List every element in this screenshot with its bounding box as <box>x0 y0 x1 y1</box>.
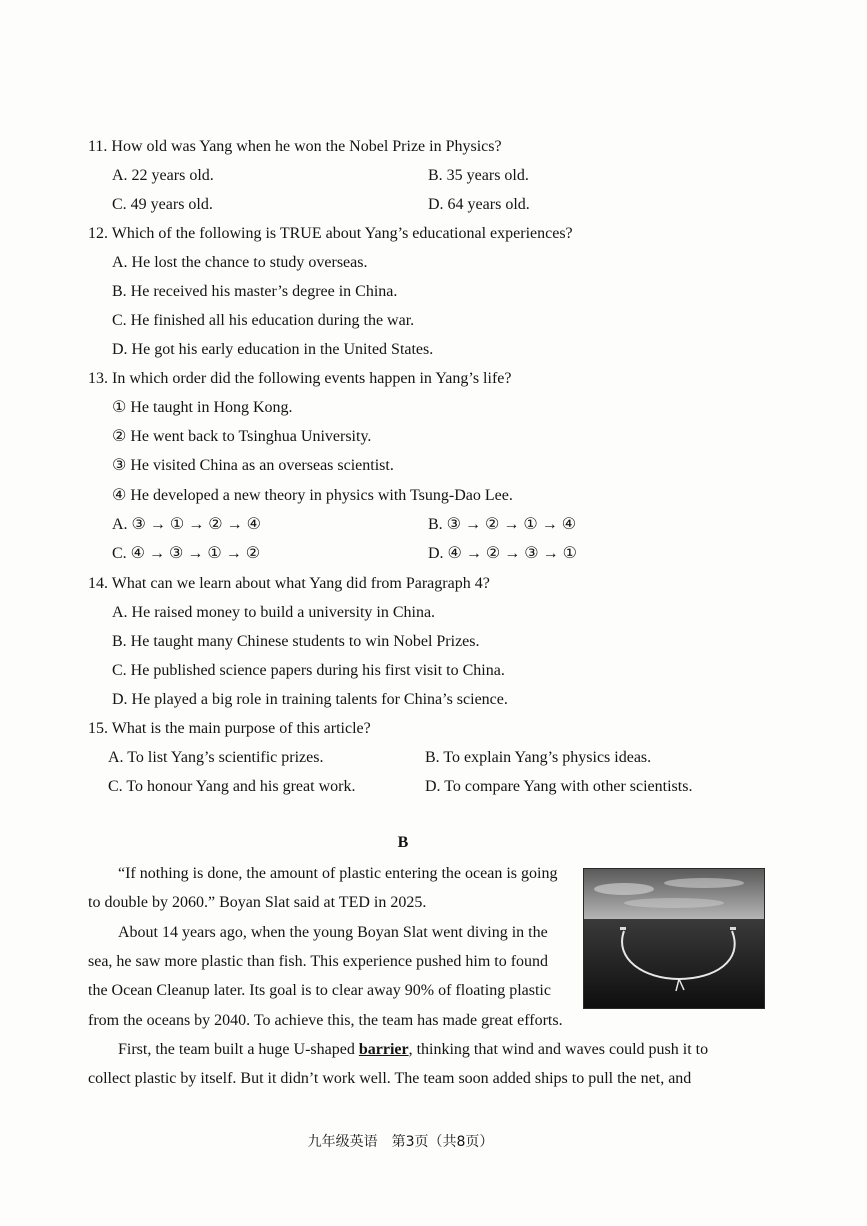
q11-stem: 11. How old was Yang when he won the Nobel Prize in Physics? <box>88 138 502 155</box>
q11-option-b: B. 35 years old. <box>428 167 529 184</box>
q14-option-d: D. He played a big role in training talents for China’s science. <box>112 691 508 708</box>
underlined-word-barrier: barrier <box>358 1041 409 1058</box>
q13-option-c: C. ④ → ③ → ① → ② <box>112 545 261 562</box>
q13-stem: 13. In which order did the following events happen in Yang’s life? <box>88 370 512 387</box>
page-footer: 九年级英语 第3页（共8页） <box>307 1134 494 1150</box>
q11-option-c: C. 49 years old. <box>112 196 213 213</box>
q14-stem: 14. What can we learn about what Yang did from Paragraph 4? <box>88 575 490 592</box>
q14-option-a: A. He raised money to build a university in China. <box>112 604 436 621</box>
q13-event-4: ④ He developed a new theory in physics with Tsung-Dao Lee. <box>112 487 513 504</box>
q12-option-d: D. He got his early education in the United States. <box>112 341 434 358</box>
q13-event-3: ③ He visited China as an overseas scientist. <box>112 457 394 474</box>
passage-line: About 14 years ago, when the young Boyan Slat went diving in the <box>118 924 548 941</box>
q13-option-b: B. ③ → ② → ① → ④ <box>428 516 577 533</box>
q13-event-2: ② He went back to Tsinghua University. <box>112 428 372 445</box>
section-b-title: B <box>397 834 409 851</box>
q13-option-d: D. ④ → ② → ③ → ① <box>428 545 577 562</box>
q13-option-a: A. ③ → ① → ② → ④ <box>112 516 261 533</box>
passage-line: from the oceans by 2040. To achieve this, the team has made great efforts. <box>88 1012 563 1029</box>
q14-option-b: B. He taught many Chinese students to win Nobel Prizes. <box>112 633 480 650</box>
ocean-barrier-photo <box>583 868 765 1009</box>
q13-event-1: ① He taught in Hong Kong. <box>112 399 293 416</box>
passage-line: “If nothing is done, the amount of plastic entering the ocean is going <box>118 865 558 882</box>
q12-option-a: A. He lost the chance to study overseas. <box>112 254 368 271</box>
q11-option-d: D. 64 years old. <box>428 196 530 213</box>
q12-stem: 12. Which of the following is TRUE about Yang’s educational experiences? <box>88 225 573 242</box>
passage-line: collect plastic by itself. But it didn’t work well. The team soon added ships to pull the net, and <box>88 1070 692 1087</box>
q15-option-b: B. To explain Yang’s physics ideas. <box>425 749 652 766</box>
q12-option-b: B. He received his master’s degree in China. <box>112 283 398 300</box>
passage-line <box>118 1040 708 1060</box>
passage-text: , thinking that wind and waves could push it to <box>408 1041 709 1058</box>
passage-line: to double by 2060.” Boyan Slat said at TED in 2025. <box>88 894 427 911</box>
q15-option-d: D. To compare Yang with other scientists. <box>425 778 693 795</box>
q15-option-a: A. To list Yang’s scientific prizes. <box>108 749 324 766</box>
q12-option-c: C. He finished all his education during the war. <box>112 312 415 329</box>
q15-stem: 15. What is the main purpose of this article? <box>88 720 371 737</box>
passage-line: sea, he saw more plastic than fish. This experience pushed him to found <box>88 953 549 970</box>
passage-line: the Ocean Cleanup later. Its goal is to clear away 90% of floating plastic <box>88 982 551 999</box>
q14-option-c: C. He published science papers during his first visit to China. <box>112 662 505 679</box>
passage-text: First, the team built a huge U-shaped <box>118 1041 359 1058</box>
q11-option-a: A. 22 years old. <box>112 167 214 184</box>
q15-option-c: C. To honour Yang and his great work. <box>108 778 356 795</box>
